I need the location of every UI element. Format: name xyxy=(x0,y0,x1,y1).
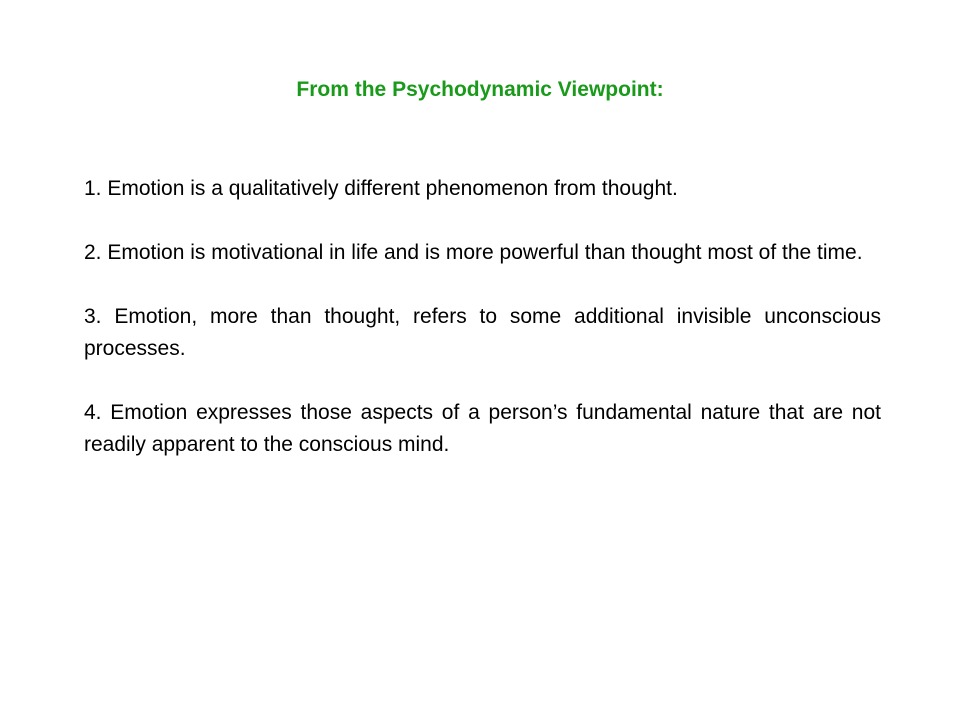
point-4: 4. Emotion expresses those aspects of a person’s fundamental nature that are not readily apparent to the conscious mind. xyxy=(84,401,881,456)
point-2: 2. Emotion is motivational in life and is more powerful than thought most of the time. xyxy=(84,241,863,264)
point-3: 3. Emotion, more than thought, refers to some additional invisible unconscious processes. xyxy=(84,305,881,360)
point-1: 1. Emotion is a qualitatively different phenomenon from thought. xyxy=(84,177,678,200)
point-list xyxy=(84,173,881,461)
slide-title: From the Psychodynamic Viewpoint: xyxy=(296,78,664,101)
